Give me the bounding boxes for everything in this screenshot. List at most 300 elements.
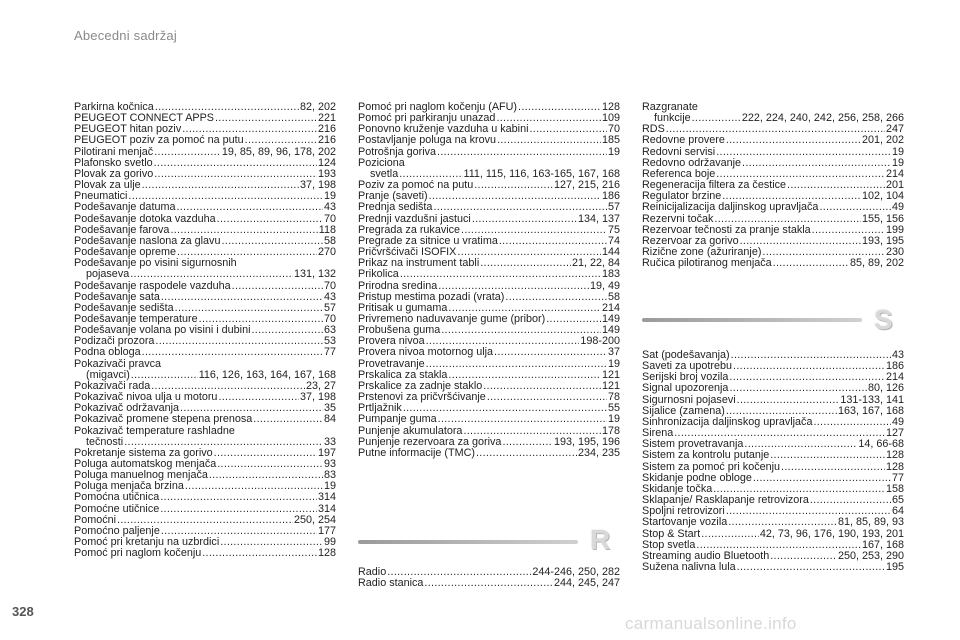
entry-term: Pomoć pri parkiranju unazad [358,112,496,125]
entry-pages: 111, 115, 116, 163-165, 167, 168 [463,167,620,180]
entry-pages: 250, 253, 290 [837,549,904,562]
leader-dots [232,281,323,292]
entry-term: Referenca boje [642,167,716,180]
entry-pages: 230 [885,246,904,259]
entry-pages: 81, 85, 89, 93 [837,516,904,529]
leader-dots [770,551,837,562]
leader-dots [429,191,601,202]
entry-pages: 43 [891,349,904,361]
index-entry [74,269,336,280]
entry-term: Podešavanje po visini sigurnosnih [74,257,237,270]
entry-term: Poziciona [358,156,405,169]
entry-term: Sinhronizacija daljinskog upravljača [642,415,813,428]
entry-term: Sirena [642,427,674,440]
entry-term: Pilotirani menjač [74,145,154,158]
entry-pages: 83 [323,469,336,482]
index-entry [74,426,336,437]
entry-term: RDS [642,123,665,136]
entry-pages: 21, 22, 84 [571,257,620,270]
leader-dots [494,347,607,358]
leader-dots [426,359,607,370]
entry-term: Streaming audio Bluetooth [642,549,770,562]
entry-term: Podešavanje opreme [74,246,177,259]
leader-dots [487,392,607,403]
entry-pages: 121 [601,379,620,392]
entry-term: Stop svetla [642,538,696,551]
entry-term: PEUGEOT poziv za pomoć na putu [74,134,244,147]
entry-term: Reinicijalizacija daljinskog upravljača [642,201,819,214]
leader-dots [154,147,221,158]
leader-dots [221,236,323,247]
entry-term: Prirodna sredina [358,279,438,292]
entry-pages: 128 [885,460,904,473]
entry-pages: 244, 245, 247 [553,577,620,590]
entry-term: Spoljni retrovizori [642,505,725,518]
entry-term: Radio [358,566,387,578]
index-entry [358,202,620,213]
leader-dots [217,214,323,225]
leader-dots [729,372,885,383]
entry-pages: 102, 104 [861,190,904,203]
leader-dots [218,392,299,403]
entry-term: Pokazivači rada [74,379,151,392]
index-entry [74,414,336,425]
leader-dots [441,325,601,336]
entry-pages: 84 [323,413,336,426]
entry-term: Podešavanje naslona za glavu [74,234,221,247]
entry-pages: 197 [317,446,336,459]
entry-pages: 82, 202 [299,101,336,113]
index-column-3-s [642,350,904,573]
leader-dots [733,361,885,372]
leader-dots [819,202,891,213]
entry-pages: 35 [323,402,336,415]
entry-pages: 270 [317,246,336,259]
entry-term: Redovne provere [642,134,725,147]
entry-pages: 244-246, 250, 282 [532,566,620,578]
entry-pages: 58 [323,234,336,247]
entry-pages: 116, 126, 163, 164, 167, 168 [198,368,336,381]
section-divider-s [642,304,904,344]
entry-pages: 199 [885,223,904,236]
leader-dots [813,417,891,428]
entry-pages: 43 [323,290,336,303]
index-entry [642,383,904,394]
entry-term: Podešavanje volana po visini i dubini [74,324,251,337]
entry-term: Poluga manuelnog menjača [74,469,208,482]
entry-pages: 128 [885,449,904,462]
entry-term: Prtljažnik [358,402,402,415]
entry-pages: 42, 73, 96, 176, 190, 193, 201 [759,527,904,540]
leader-dots [215,113,317,124]
entry-pages: 134, 137 [577,212,620,225]
entry-term: Signal upozorenja [642,382,729,395]
entry-pages: 19 [607,357,620,370]
leader-dots [155,336,323,347]
leader-dots [437,147,607,158]
entry-term: Potrošnja goriva [358,145,437,158]
entry-pages: 198-200 [580,335,620,348]
index-entry [642,562,904,573]
entry-pages: 127, 215, 216 [553,179,620,192]
entry-pages: 37, 198 [299,179,336,192]
entry-term: Razgranate [642,101,698,113]
entry-term: Prikolica [358,268,399,281]
entry-term: Poluga automatskog menjača [74,458,217,470]
leader-dots [438,281,589,292]
index-entry [358,135,620,146]
entry-pages: 314 [317,491,336,504]
entry-term: Redovno održavanje [642,156,742,169]
entry-pages: 19 [323,480,336,493]
entry-term: Saveti za upotrebu [642,360,733,373]
divider-line [358,540,578,544]
index-entry [642,135,904,146]
entry-term: Putne informacije (TMC) [358,446,475,459]
entry-pages: 58 [607,290,620,303]
divider-line [642,318,862,322]
entry-term: Podešavanje farova [74,223,170,236]
entry-term: Pomoćno paljenje [74,524,160,537]
index-entry [642,417,904,428]
entry-term: Podna obloga [74,346,141,359]
entry-term: Plafonsko svetlo [74,156,153,169]
entry-pages: 149 [601,312,620,325]
entry-pages: 186 [601,190,620,203]
leader-dots [737,562,885,573]
entry-pages: 70 [323,279,336,292]
entry-term: Serijski broj vozila [642,371,729,384]
index-entry [74,281,336,292]
entry-pages: 64 [891,505,904,518]
entry-pages: 93 [323,458,336,470]
entry-term: Privremeno naduvavanje gume (pribor) [358,312,546,325]
entry-term: Pomoćna utičnica [74,491,160,504]
entry-term: Prskalice za zadnje staklo [358,379,483,392]
index-entry [74,548,336,559]
entry-term: Prednji vazdušni jastuci [358,212,471,225]
leader-dots [161,292,323,303]
leader-dots [463,426,601,437]
entry-pages: 49 [891,415,904,428]
entry-pages: 124 [317,156,336,169]
entry-term: Rezervni točak [642,212,714,225]
entry-term: Plovak za ulje [74,179,141,192]
entry-pages: 23, 27 [305,379,336,392]
entry-term: Pokretanje sistema za gorivo [74,446,213,459]
entry-pages: 185 [601,134,620,147]
entry-term: Sistem provetravanja [642,438,744,451]
entry-pages: 118 [318,223,336,236]
entry-pages: 158 [885,482,904,495]
index-entry [358,347,620,358]
entry-term: Regeneracija filtera za čestice [642,179,787,192]
entry-pages: 63 [323,324,336,337]
entry-term: Sistem za pomoć pri kočenju [642,460,781,473]
entry-term: Plovak za gorivo [74,167,154,180]
index-entry [358,426,620,437]
leader-dots [692,113,741,124]
entry-term: Pristup mestima pozadi (vrata) [358,290,505,303]
entry-term: Sužena nalivna lula [642,560,736,573]
leader-dots [499,236,607,247]
leader-dots [424,578,553,589]
leader-dots [737,395,840,406]
entry-pages: 99 [323,536,336,549]
entry-term: Podešavanje temperature [74,312,198,325]
entry-term: Pritisak u gumama [358,301,448,314]
leader-dots [505,292,607,303]
entry-term: Pranje (saveti) [358,190,428,203]
entry-term: Provera nivoa [358,335,425,348]
entry-pages: 214 [885,167,904,180]
entry-term: Poluga menjača brzina [74,480,184,493]
watermark: carmanualsonline.info [625,614,797,633]
entry-term: Sklapanje/ Rasklapanje retrovizora [642,494,809,507]
entry-term: Radio stanica [358,577,424,590]
section-letter-s: S [874,304,893,335]
entry-pages: 128 [601,101,620,113]
index-entry [642,529,904,540]
leader-dots [726,135,861,146]
entry-term: Pokazivači pravca [74,357,162,370]
entry-pages: 195 [885,560,904,573]
index-entry [358,414,620,425]
leader-dots [518,102,601,113]
section-letter-r: R [590,524,611,555]
leader-dots [160,492,317,503]
entry-pages: 14, 66-68 [858,438,904,451]
entry-pages: 183 [601,268,620,281]
leader-dots [770,450,885,461]
leader-dots [433,202,607,213]
entry-pages: 247 [885,123,904,136]
leader-dots [701,529,759,540]
entry-pages: 85, 89, 202 [849,257,904,270]
entry-pages: 70 [323,212,336,225]
index-entry [358,578,620,589]
entry-pages: 193, 195, 196 [553,435,620,448]
entry-term: Skidanje podne obloge [642,471,752,484]
entry-pages: 55 [607,402,620,415]
entry-pages: 19 [607,413,620,426]
entry-pages: 186 [885,360,904,373]
leader-dots [185,481,323,492]
entry-pages: 19, 49 [589,279,620,292]
entry-term: Ponovno kruženje vazduha u kabini [358,123,529,136]
entry-pages: 77 [323,346,336,359]
entry-pages: 19 [607,145,620,158]
entry-term: Punjenje akumulatora [358,424,463,437]
leader-dots [214,448,317,459]
leader-dots [480,258,571,269]
entry-term: Podizači prozora [74,335,155,348]
entry-pages: 70 [607,123,620,136]
entry-term: Pregrade za sitnice u vratima [358,234,498,247]
index-column-2-r [358,567,620,589]
leader-dots [209,470,323,481]
entry-pages: 80, 126 [867,382,904,395]
index-entry [642,450,904,461]
entry-pages: 70 [323,312,336,325]
index-entry [642,202,904,213]
index-entry [642,258,904,269]
leader-dots [729,383,867,394]
leader-dots [731,350,891,361]
leader-dots [474,180,553,191]
index-entry [358,269,620,280]
index-column-2 [358,102,620,459]
entry-term: Skidanje točka [642,482,713,495]
entry-term: Podešavanje dotoka vazduha [74,212,216,225]
entry-term: Sigurnosni pojasevi [642,393,736,406]
entry-pages: 37, 198 [299,391,336,404]
leader-dots [217,459,323,470]
entry-term: PEUGEOT hitan poziv [74,123,182,136]
entry-term: Pokazivač nivoa ulja u motoru [74,391,218,404]
leader-dots [176,202,323,213]
leader-dots [142,347,323,358]
leader-dots [483,381,601,392]
entry-term: Prednja sedišta [358,201,433,214]
leader-dots [716,147,891,158]
entry-term: Punjenje rezervoara za goriva [358,435,502,448]
entry-term: Postavljanje poluga na krovu [358,134,497,147]
leader-dots [753,473,891,484]
entry-term: Podešavanje sedišta [74,301,174,314]
leader-dots [742,158,891,169]
entry-pages: 43 [323,201,336,214]
entry-pages: 214 [601,301,620,314]
entry-term: Probušena guma [358,324,441,337]
index-column-3 [642,102,904,269]
entry-pages: 144 [601,246,620,259]
entry-term: Pomoćni [74,513,117,526]
leader-dots [728,517,837,528]
leader-dots [245,135,317,146]
leader-dots [130,269,293,280]
entry-term: Pričvršćivači ISOFIX [358,246,457,259]
entry-term: Provera nivoa motornog ulja [358,346,494,359]
entry-pages: 19 [891,156,904,169]
entry-pages: 155, 156 [861,212,904,225]
leader-dots [546,314,601,325]
index-entry [642,113,904,124]
leader-dots [781,462,885,473]
entry-term: Podešavanje datuma [74,201,176,214]
leader-dots [472,214,577,225]
entry-pages: 178 [601,424,620,437]
entry-term: Sat (podešavanja) [642,349,730,361]
entry-term: pojaseva [86,268,130,281]
leader-dots [220,537,323,548]
entry-pages: 109 [601,112,620,125]
entry-pages: 222, 224, 240, 242, 256, 258, 266 [741,112,904,125]
entry-term: (migavci) [86,368,130,381]
entry-term: Pokazivač održavanja [74,402,180,415]
index-entry [642,517,904,528]
entry-pages: 221 [317,112,336,125]
entry-term: Rezervoar tečnosti za pranje stakla [642,223,811,236]
leader-dots [773,258,849,269]
index-entry [358,281,620,292]
entry-pages: 75 [607,223,620,236]
entry-pages: 216 [317,134,336,147]
entry-pages: 65 [891,494,904,507]
entry-term: Provetravanje [358,357,425,370]
entry-term: Stop & Start [642,527,701,540]
entry-term: Prstenovi za pričvršćivanje [358,391,486,404]
leader-dots [476,448,577,459]
leader-dots [810,495,891,506]
leader-dots [202,548,317,559]
entry-term: Startovanje vozila [642,516,728,529]
entry-pages: 234, 235 [577,446,620,459]
entry-term: Pumpanje guma [358,413,437,426]
leader-dots [154,158,317,169]
entry-pages: 77 [891,471,904,484]
entry-pages: 163, 167, 168 [837,404,904,417]
entry-pages: 37 [607,346,620,359]
entry-pages: 49 [891,201,904,214]
entry-term: Pomoć pri kretanju na uzbrdici [74,536,220,549]
entry-pages: 53 [323,335,336,348]
entry-term: Sijalice (zamena) [642,404,725,417]
entry-term: Rezervoar za gorivo [642,234,739,247]
leader-dots [251,325,323,336]
entry-term: Poziv za pomoć na putu [358,179,474,192]
index-column-1 [74,102,336,559]
leader-dots [142,180,299,191]
page-header: Abecedni sadržaj [74,28,177,43]
entry-term: Pregrada za rukavice [358,223,461,236]
leader-dots [253,414,323,425]
entry-term: Prikaz na instrument tabli [358,257,480,270]
entry-pages: 214 [885,371,904,384]
entry-pages: 57 [607,201,620,214]
entry-pages: 193, 195 [861,234,904,247]
entry-pages: 177 [317,524,336,537]
page-number: 328 [12,604,34,619]
entry-pages: 201 [885,179,904,192]
entry-term: Rizične zone (ažuriranje) [642,246,762,259]
leader-dots [529,124,607,135]
entry-term: Regulator brzine [642,190,722,203]
section-divider-r [358,524,620,564]
entry-pages: 167, 168 [861,538,904,551]
entry-pages: 250, 254 [293,513,336,526]
entry-term: Podešavanje raspodele vazduha [74,279,231,292]
index-entry [74,347,336,358]
leader-dots [400,269,601,280]
index-entry [358,448,620,459]
entry-term: Pomoćne utičnice [74,502,160,515]
entry-pages: 33 [323,435,336,448]
entry-term: Podešavanje sata [74,290,160,303]
leader-dots [438,414,607,425]
entry-pages: 128 [317,547,336,560]
entry-term: Sistem za kontrolu putanje [642,449,770,462]
index-entry [74,135,336,146]
entry-pages: 74 [607,234,620,247]
entry-pages: 121 [601,368,620,381]
entry-term: Pneumatici [74,190,128,203]
leader-dots [154,169,317,180]
entry-pages: 193 [317,167,336,180]
entry-pages: 131, 132 [293,268,336,281]
entry-term: funkcije [654,112,691,125]
entry-term: tečnosti [86,435,124,448]
